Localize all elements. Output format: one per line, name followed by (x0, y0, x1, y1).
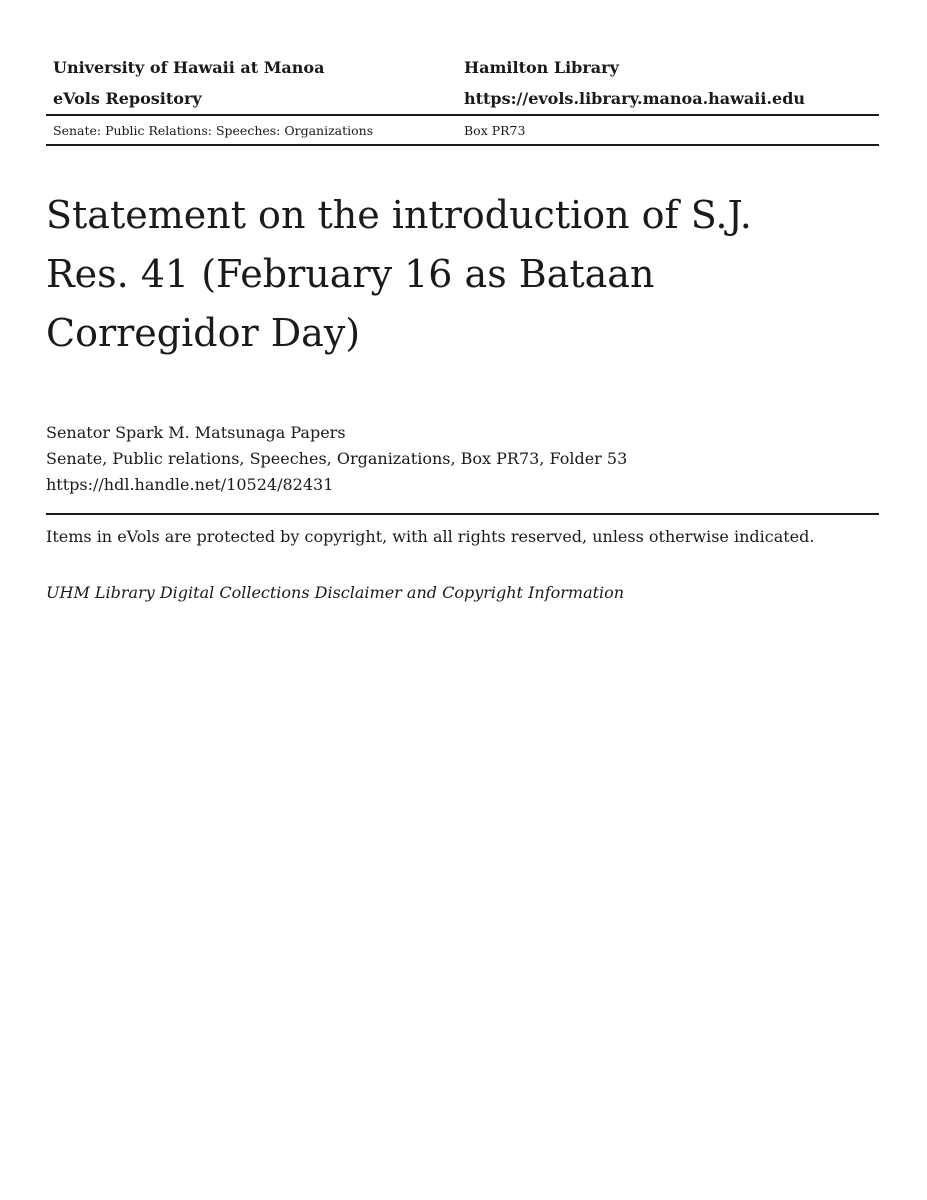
header-row-bottom (46, 83, 879, 114)
header-divider-bottom (46, 144, 879, 146)
collection-name: Senator Spark M. Matsunaga Papers (46, 423, 346, 442)
disclaimer-link[interactable]: UHM Library Digital Collections Disclaimer and Copyright Information (46, 583, 625, 602)
citation-block (46, 420, 627, 498)
institution-name: University of Hawaii at Manoa (53, 58, 325, 77)
collection-path: Senate: Public Relations: Speeches: Organizations (53, 122, 374, 138)
rights-statement: Items in eVols are protected by copyright, with all rights reserved, unless otherwise indicated. (46, 527, 815, 546)
handle-link[interactable]: https://hdl.handle.net/10524/82431 (46, 475, 334, 494)
document-title: Statement on the introduction of S.J. Res. 41 (February 16 as Bataan Corregidor Day) (46, 193, 752, 355)
repository-url[interactable]: https://evols.library.manoa.hawaii.edu (464, 89, 806, 108)
library-name: Hamilton Library (464, 58, 619, 77)
repository-name: eVols Repository (53, 89, 202, 108)
page-header (46, 52, 879, 146)
header-row-top (46, 52, 879, 83)
folder-location: Senate, Public relations, Speeches, Organizations, Box PR73, Folder 53 (46, 449, 628, 468)
header-meta-row (46, 116, 879, 144)
content-divider (46, 513, 879, 515)
box-label: Box PR73 (464, 122, 526, 138)
